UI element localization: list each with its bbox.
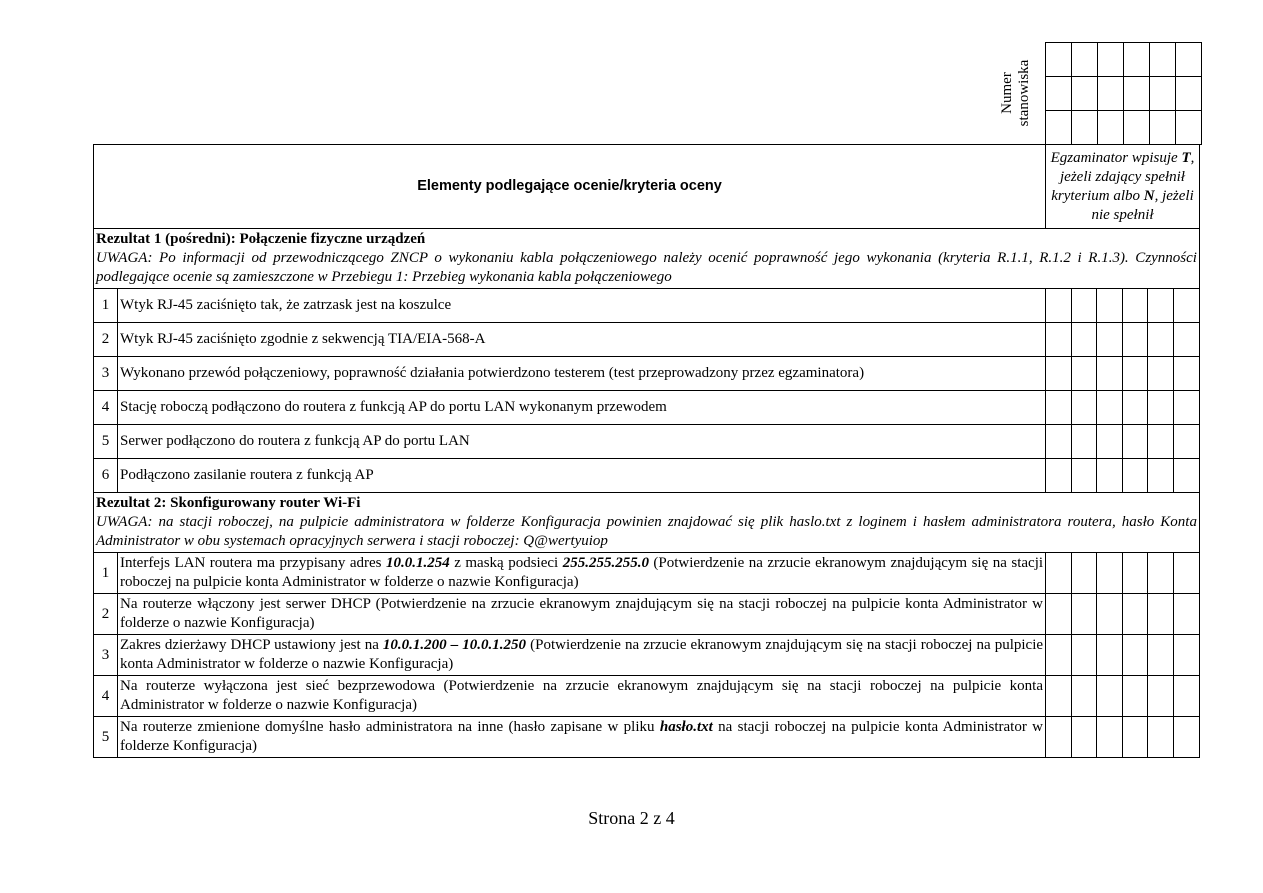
check-cell[interactable] [1071,594,1097,635]
stanowisko-cell[interactable] [1072,111,1098,145]
check-cell[interactable] [1122,425,1148,459]
check-cell[interactable] [1097,676,1123,717]
check-cell[interactable] [1097,323,1123,357]
criteria-header: Elementy podlegające ocenie/kryteria oceny [94,145,1046,229]
check-cell[interactable] [1173,357,1199,391]
check-cell[interactable] [1097,459,1123,493]
check-cell[interactable] [1148,357,1174,391]
table-row [94,357,1200,391]
row-text: Na routerze włączony jest serwer DHCP (Potwierdzenie na zrzucie ekranowym znajdującym się na stacji roboczej na pulpicie konta Administrator w folderze o nazwie Konfiguracja) [118,594,1046,635]
row-text: Wtyk RJ-45 zaciśnięto zgodnie z sekwencją TIA/EIA-568-A [118,323,1046,357]
check-cell[interactable] [1122,594,1148,635]
row-text: Na routerze zmienione domyślne hasło administratora na inne (hasło zapisane w pliku hasło.txt na stacji roboczej na pulpicie konta Administrator w folderze Konfiguracja) [118,717,1046,758]
row-text: Interfejs LAN routera ma przypisany adres 10.0.1.254 z maską podsieci 255.255.255.0 (Potwierdzenie na zrzucie ekranowym znajdującym się na stacji roboczej na pulpicie konta Administrator w folderze o nazwie Konfiguracja) [118,553,1046,594]
row-text: Na routerze wyłączona jest sieć bezprzewodowa (Potwierdzenie na zrzucie ekranowym znajdującym się na stacji roboczej na pulpicie konta Administrator w folderze o nazwie Konfiguracja) [118,676,1046,717]
check-cell[interactable] [1097,289,1123,323]
row-number: 3 [94,635,118,676]
table-row [94,717,1200,758]
table-row [94,459,1200,493]
check-cell[interactable] [1148,323,1174,357]
check-cell[interactable] [1097,553,1123,594]
stanowisko-cell[interactable] [1124,77,1150,111]
check-cell[interactable] [1097,357,1123,391]
check-cell[interactable] [1097,717,1123,758]
row-number: 3 [94,357,118,391]
check-cell[interactable] [1173,323,1199,357]
stanowisko-cell[interactable] [1176,77,1202,111]
section-2 [94,493,1200,553]
row-text: Podłączono zasilanie routera z funkcją AP [118,459,1046,493]
row-number: 4 [94,391,118,425]
table-row [94,391,1200,425]
check-cell[interactable] [1097,594,1123,635]
check-cell[interactable] [1071,425,1097,459]
table-row [94,289,1200,323]
page-number: Strona 2 z 4 [588,808,675,828]
row-text: Zakres dzierżawy DHCP ustawiony jest na 10.0.1.200 – 10.0.1.250 (Potwierdzenie na zrzucie ekranowym znajdującym się na stacji roboczej na pulpicie konta Administrator w folderze o nazwie Konfiguracja) [118,635,1046,676]
row-number: 2 [94,594,118,635]
row-text: Wykonano przewód połączeniowy, poprawność działania potwierdzono testerem (test przeprowadzony przez egzaminatora) [118,357,1046,391]
check-cell[interactable] [1071,717,1097,758]
row-number: 5 [94,425,118,459]
check-cell[interactable] [1148,425,1174,459]
check-cell[interactable] [1173,459,1199,493]
evaluation-table [93,144,1200,758]
check-cell[interactable] [1046,357,1072,391]
section-1-title: Rezultat 1 (pośredni): Połączenie fizyczne urządzeń [96,231,426,247]
stanowisko-cell[interactable] [1150,111,1176,145]
check-cell[interactable] [1122,357,1148,391]
check-cell[interactable] [1122,289,1148,323]
stanowisko-cell[interactable] [1098,43,1124,77]
check-cell[interactable] [1173,391,1199,425]
check-cell[interactable] [1173,635,1199,676]
row-number: 4 [94,676,118,717]
check-cell[interactable] [1148,391,1174,425]
stanowisko-cell[interactable] [1072,43,1098,77]
check-cell[interactable] [1122,676,1148,717]
stanowisko-label-text: Numer stanowiska [999,59,1032,127]
section-1-note: UWAGA: Po informacji od przewodniczącego ZNCP o wykonaniu kabla połączeniowego należy ocenić poprawność jego wykonania (kryteria R.1.1, R.1.2 i R.1.3). Czynności podlegające ocenie są zamieszczone w Przebiegu 1: Przebieg wykonania kabla połączeniowego [96,250,1197,285]
check-cell[interactable] [1071,635,1097,676]
stanowisko-cell[interactable] [1150,43,1176,77]
check-cell[interactable] [1071,553,1097,594]
check-cell[interactable] [1097,635,1123,676]
row-number: 1 [94,553,118,594]
stanowisko-label [990,42,1042,144]
check-cell[interactable] [1046,323,1072,357]
check-cell[interactable] [1071,323,1097,357]
table-row [94,553,1200,594]
check-cell[interactable] [1097,391,1123,425]
examiner-header: Egzaminator wpisuje T, jeżeli zdający spełnił kryterium albo N, jeżeli nie spełnił [1046,145,1200,229]
check-cell[interactable] [1046,289,1072,323]
check-cell[interactable] [1173,676,1199,717]
section-2-title: Rezultat 2: Skonfigurowany router Wi-Fi [96,495,361,511]
check-cell[interactable] [1122,635,1148,676]
check-cell[interactable] [1173,425,1199,459]
check-cell[interactable] [1148,553,1174,594]
check-cell[interactable] [1097,425,1123,459]
row-number: 5 [94,717,118,758]
table-row [94,635,1200,676]
check-cell[interactable] [1148,459,1174,493]
table-row [94,676,1200,717]
stanowisko-cell[interactable] [1046,111,1072,145]
check-cell[interactable] [1173,594,1199,635]
check-cell[interactable] [1122,391,1148,425]
check-cell[interactable] [1148,289,1174,323]
row-number: 1 [94,289,118,323]
check-cell[interactable] [1046,391,1072,425]
check-cell[interactable] [1122,717,1148,758]
stanowisko-cell[interactable] [1098,77,1124,111]
row-number: 2 [94,323,118,357]
check-cell[interactable] [1071,289,1097,323]
check-cell[interactable] [1173,553,1199,594]
check-cell[interactable] [1148,676,1174,717]
check-cell[interactable] [1071,357,1097,391]
check-cell[interactable] [1071,459,1097,493]
stanowisko-cell[interactable] [1176,111,1202,145]
stanowisko-cell[interactable] [1124,111,1150,145]
table-row [94,425,1200,459]
stanowisko-cell[interactable] [1072,77,1098,111]
stanowisko-grid [1045,42,1202,145]
stanowisko-cell[interactable] [1098,111,1124,145]
check-cell[interactable] [1148,717,1174,758]
stanowisko-cell[interactable] [1176,43,1202,77]
check-cell[interactable] [1173,289,1199,323]
check-cell[interactable] [1173,717,1199,758]
row-number: 6 [94,459,118,493]
check-cell[interactable] [1122,459,1148,493]
check-cell[interactable] [1046,459,1072,493]
check-cell[interactable] [1122,553,1148,594]
check-cell[interactable] [1148,594,1174,635]
row-text: Stację roboczą podłączono do routera z funkcją AP do portu LAN wykonanym przewodem [118,391,1046,425]
check-cell[interactable] [1071,676,1097,717]
check-cell[interactable] [1046,676,1072,717]
table-row [94,594,1200,635]
check-cell[interactable] [1071,391,1097,425]
check-cell[interactable] [1122,323,1148,357]
stanowisko-cell[interactable] [1124,43,1150,77]
check-cell[interactable] [1046,594,1072,635]
check-cell[interactable] [1046,717,1072,758]
row-text: Serwer podłączono do routera z funkcją AP do portu LAN [118,425,1046,459]
table-row [94,323,1200,357]
section-2-note: UWAGA: na stacji roboczej, na pulpicie administratora w folderze Konfiguracja powinien znajdować się plik haslo.txt z loginem i hasłem administratora routera, hasło Konta Administrator w obu systemach opracyjnych serwera i stacji roboczej: Q@wertyuiop [96,514,1197,549]
check-cell[interactable] [1148,635,1174,676]
check-cell[interactable] [1046,635,1072,676]
stanowisko-cell[interactable] [1150,77,1176,111]
row-text: Wtyk RJ-45 zaciśnięto tak, że zatrzask jest na koszulce [118,289,1046,323]
section-1 [94,229,1200,289]
check-cell[interactable] [1046,553,1072,594]
check-cell[interactable] [1046,425,1072,459]
stanowisko-cell[interactable] [1046,77,1072,111]
stanowisko-cell[interactable] [1046,43,1072,77]
